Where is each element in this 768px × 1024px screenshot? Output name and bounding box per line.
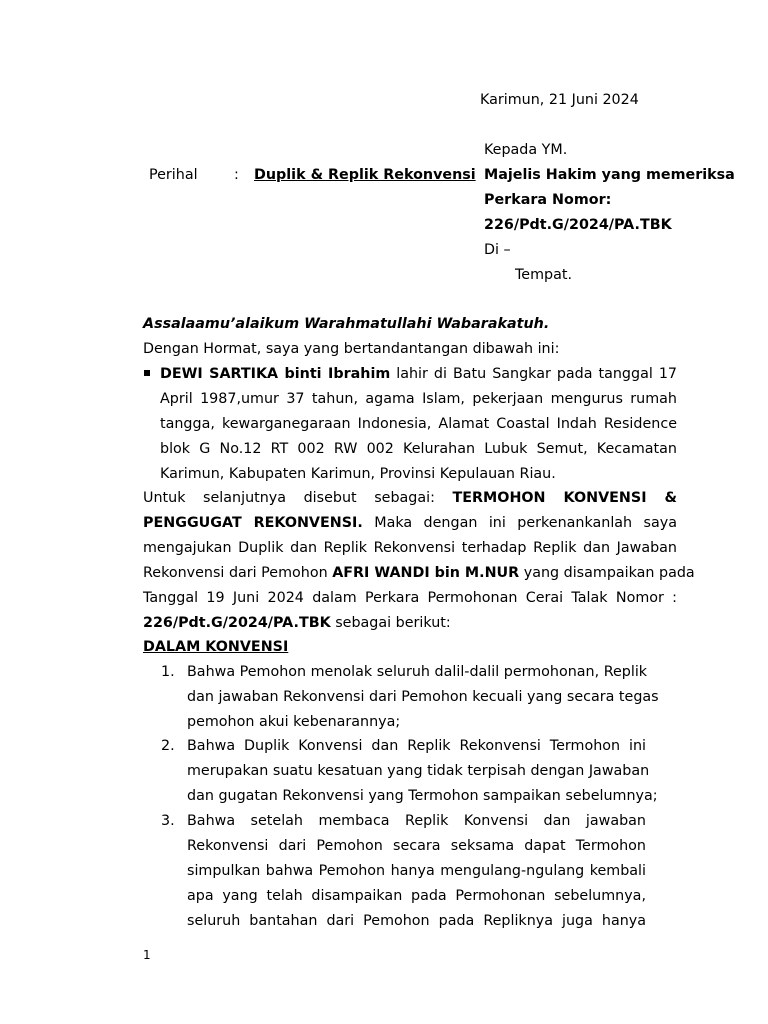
subject-value: Duplik & Replik Rekonvensi (254, 167, 476, 183)
recipient-line: Perkara Nomor: (484, 192, 612, 208)
list-item-line: Bahwa Duplik Konvensi dan Replik Rekonvensi Termohon ini (187, 738, 646, 754)
paragraph-line: mengajukan Duplik dan Replik Rekonvensi terhadap Replik dan Jawaban (143, 540, 677, 556)
paragraph-line: Untuk selanjutnya disebut sebagai: TERMOHON KONVENSI & (143, 490, 677, 506)
party-line: tangga, kewarganegaraan Indonesia, Alamat Coastal Indah Residence (160, 416, 677, 432)
bullet-square-icon (144, 370, 150, 376)
list-item-number: 3. (161, 813, 175, 829)
recipient-line: Majelis Hakim yang memeriksa (484, 167, 735, 183)
party-line: blok G No.12 RT 002 RW 002 Kelurahan Lubuk Semut, Kecamatan (160, 441, 677, 457)
greeting: Assalaamu’alaikum Warahmatullahi Wabarakatuh. (143, 316, 550, 332)
list-item-number: 1. (161, 664, 175, 680)
recipient-line: Kepada YM. (484, 142, 568, 158)
list-item-line: Bahwa Pemohon menolak seluruh dalil-dalil permohonan, Replik (187, 664, 648, 680)
section-heading: DALAM KONVENSI (143, 639, 289, 655)
party-line: Karimun, Kabupaten Karimun, Provinsi Kepulauan Riau. (160, 466, 556, 482)
list-item-line: simpulkan bahwa Pemohon hanya mengulang-ngulang kembali (187, 863, 646, 879)
list-item-line: apa yang telah disampaikan pada Permohonan sebelumnya, (187, 888, 646, 904)
list-item-line: dan jawaban Rekonvensi dari Pemohon kecuali yang secara tegas (187, 689, 659, 705)
paragraph-line: PENGGUGAT REKONVENSI. Maka dengan ini perkenankanlah saya (143, 515, 677, 531)
party-line: April 1987,umur 37 tahun, agama Islam, pekerjaan mengurus rumah (160, 391, 677, 407)
list-item-line: merupakan suatu kesatuan yang tidak terpisah dengan Jawaban (187, 763, 650, 779)
paragraph-line: 226/Pdt.G/2024/PA.TBK sebagai berikut: (143, 615, 451, 631)
subject-label: Perihal (149, 167, 198, 183)
list-item-number: 2. (161, 738, 175, 754)
opening-line: Dengan Hormat, saya yang bertandantangan dibawah ini: (143, 341, 560, 357)
recipient-line: 226/Pdt.G/2024/PA.TBK (484, 217, 672, 233)
party-name: DEWI SARTIKA binti Ibrahim (160, 366, 391, 382)
list-item-line: seluruh bantahan dari Pemohon pada Repliknya juga hanya (187, 913, 646, 929)
recipient-line: Tempat. (515, 267, 573, 283)
list-item-line: Bahwa setelah membaca Replik Konvensi dan jawaban (187, 813, 646, 829)
subject-colon: : (234, 167, 239, 183)
party-line: DEWI SARTIKA binti Ibrahim lahir di Batu Sangkar pada tanggal 17 (160, 366, 678, 382)
paragraph-line: Tanggal 19 Juni 2024 dalam Perkara Permohonan Cerai Talak Nomor : (143, 590, 677, 606)
list-item-line: dan gugatan Rekonvensi yang Termohon sampaikan sebelumnya; (187, 788, 658, 804)
list-item-line: pemohon akui kebenarannya; (187, 714, 401, 730)
place-date: Karimun, 21 Juni 2024 (480, 92, 639, 108)
recipient-line: Di – (484, 242, 511, 258)
page-number: 1 (143, 948, 151, 962)
paragraph-line: Rekonvensi dari Pemohon AFRI WANDI bin M.NUR yang disampaikan pada (143, 565, 695, 581)
list-item-line: Rekonvensi dari Pemohon secara seksama dapat Termohon (187, 838, 646, 854)
